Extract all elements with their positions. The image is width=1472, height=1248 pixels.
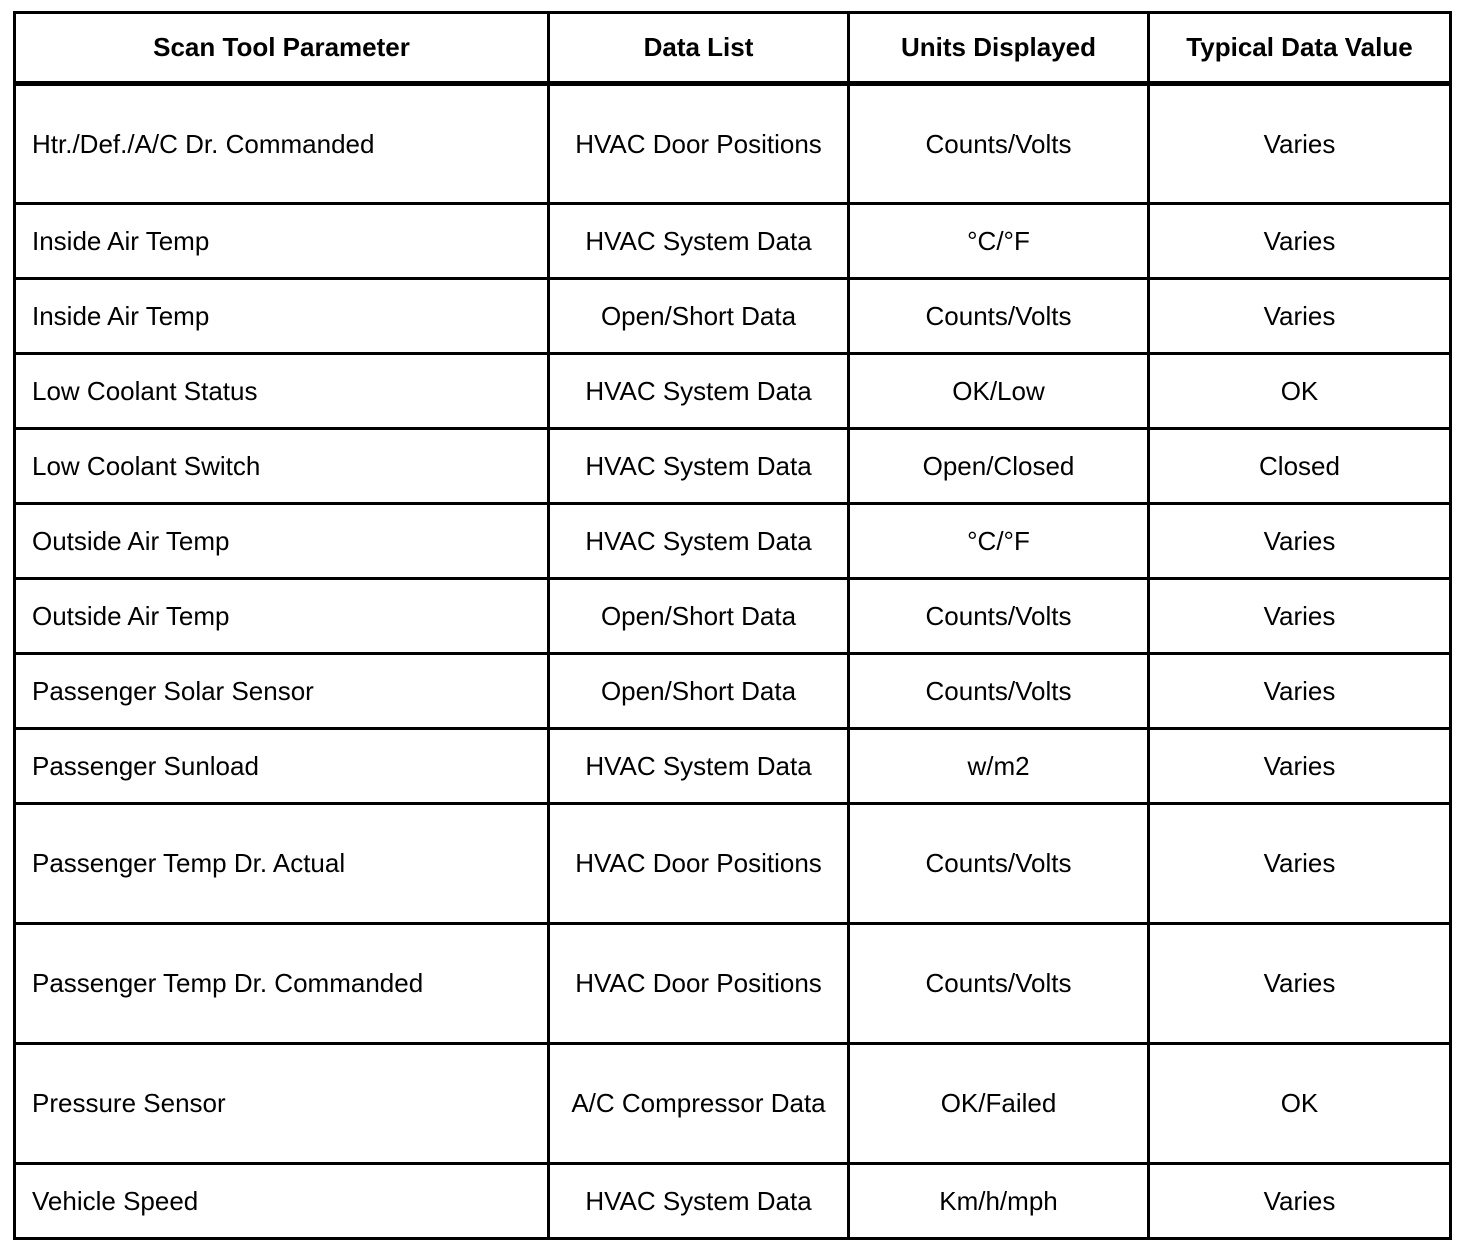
table-row: [15, 1164, 1451, 1239]
cell-typical-value: Varies: [1149, 84, 1451, 204]
table-row: [15, 804, 1451, 924]
cell-typical-value: Varies: [1149, 804, 1451, 924]
cell-parameter: Pressure Sensor: [15, 1044, 549, 1164]
cell-units: Counts/Volts: [849, 579, 1149, 654]
cell-data-list: HVAC System Data: [549, 504, 849, 579]
cell-data-list: HVAC System Data: [549, 429, 849, 504]
cell-parameter: Passenger Temp Dr. Actual: [15, 804, 549, 924]
header-typical-data-value: Typical Data Value: [1149, 13, 1451, 84]
cell-parameter: Outside Air Temp: [15, 579, 549, 654]
cell-data-list: HVAC Door Positions: [549, 924, 849, 1044]
cell-units: °C/°F: [849, 504, 1149, 579]
cell-parameter: Inside Air Temp: [15, 279, 549, 354]
header-data-list: Data List: [549, 13, 849, 84]
cell-parameter: Outside Air Temp: [15, 504, 549, 579]
cell-parameter: Low Coolant Status: [15, 354, 549, 429]
cell-units: Counts/Volts: [849, 804, 1149, 924]
scan-tool-data-table: [13, 11, 1452, 1240]
cell-typical-value: Closed: [1149, 429, 1451, 504]
cell-typical-value: Varies: [1149, 504, 1451, 579]
header-units-displayed: Units Displayed: [849, 13, 1149, 84]
table-header-row: [15, 13, 1451, 84]
table-row: [15, 354, 1451, 429]
cell-data-list: Open/Short Data: [549, 579, 849, 654]
cell-typical-value: Varies: [1149, 279, 1451, 354]
table-row: [15, 504, 1451, 579]
cell-parameter: Inside Air Temp: [15, 204, 549, 279]
cell-units: Counts/Volts: [849, 84, 1149, 204]
cell-typical-value: OK: [1149, 354, 1451, 429]
cell-units: Counts/Volts: [849, 924, 1149, 1044]
cell-units: Open/Closed: [849, 429, 1149, 504]
table-row: [15, 84, 1451, 204]
cell-typical-value: Varies: [1149, 924, 1451, 1044]
cell-parameter: Htr./Def./A/C Dr. Commanded: [15, 84, 549, 204]
cell-units: OK/Failed: [849, 1044, 1149, 1164]
cell-data-list: HVAC Door Positions: [549, 84, 849, 204]
cell-units: °C/°F: [849, 204, 1149, 279]
cell-parameter: Passenger Temp Dr. Commanded: [15, 924, 549, 1044]
cell-data-list: A/C Compressor Data: [549, 1044, 849, 1164]
table-row: [15, 429, 1451, 504]
cell-data-list: Open/Short Data: [549, 279, 849, 354]
cell-parameter: Low Coolant Switch: [15, 429, 549, 504]
cell-parameter: Passenger Solar Sensor: [15, 654, 549, 729]
cell-data-list: HVAC Door Positions: [549, 804, 849, 924]
cell-units: Counts/Volts: [849, 654, 1149, 729]
table-row: [15, 1044, 1451, 1164]
cell-typical-value: OK: [1149, 1044, 1451, 1164]
cell-data-list: HVAC System Data: [549, 354, 849, 429]
cell-units: OK/Low: [849, 354, 1149, 429]
header-scan-tool-parameter: Scan Tool Parameter: [15, 13, 549, 84]
cell-typical-value: Varies: [1149, 579, 1451, 654]
table-row: [15, 579, 1451, 654]
cell-data-list: HVAC System Data: [549, 204, 849, 279]
cell-parameter: Vehicle Speed: [15, 1164, 549, 1239]
cell-typical-value: Varies: [1149, 729, 1451, 804]
cell-parameter: Passenger Sunload: [15, 729, 549, 804]
table-row: [15, 924, 1451, 1044]
cell-typical-value: Varies: [1149, 1164, 1451, 1239]
cell-units: w/m2: [849, 729, 1149, 804]
cell-typical-value: Varies: [1149, 654, 1451, 729]
table-row: [15, 279, 1451, 354]
table-row: [15, 654, 1451, 729]
cell-units: Counts/Volts: [849, 279, 1149, 354]
cell-typical-value: Varies: [1149, 204, 1451, 279]
cell-data-list: HVAC System Data: [549, 729, 849, 804]
table-row: [15, 729, 1451, 804]
cell-data-list: HVAC System Data: [549, 1164, 849, 1239]
cell-units: Km/h/mph: [849, 1164, 1149, 1239]
cell-data-list: Open/Short Data: [549, 654, 849, 729]
table-row: [15, 204, 1451, 279]
